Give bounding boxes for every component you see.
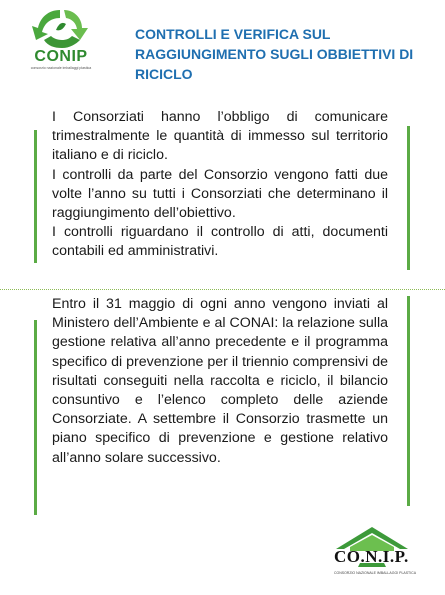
conip-logo-bottom xyxy=(320,525,424,587)
section-deadlines xyxy=(52,295,388,468)
right-accent-bar-top xyxy=(407,126,410,270)
logo-tagline: consorzio nazionale imballaggi plastica xyxy=(30,66,92,70)
logo-brand-text: CO.N.I.P. xyxy=(334,547,409,566)
conip-logo xyxy=(20,6,100,70)
page-title: CONTROLLI E VERIFICA SUL RAGGIUNGIMENTO SUGLI OBBIETTIVI DI RICICLO xyxy=(135,26,414,82)
logo-brand-text: CONIP xyxy=(34,48,88,65)
logo-tagline: CONSORZIO NAZIONALE IMBALLAGGI PLASTICA xyxy=(333,571,417,575)
paragraph: I controlli da parte del Consorzio vengono fatti due volte l’anno su tutti i Consorziati che determinano il raggiungimento dell’obiettivo. xyxy=(52,166,388,222)
section-controls xyxy=(52,108,388,262)
recycle-leaf-icon xyxy=(20,6,100,50)
left-accent-bar-top xyxy=(34,130,37,263)
right-accent-bar-bottom xyxy=(407,296,410,506)
paragraph: I controlli riguardano il controllo di atti, documenti contabili ed amministrativi. xyxy=(52,224,388,260)
paragraph: Entro il 31 maggio di ogni anno vengono inviati al Ministero dell’Ambiente e al CONAI: la relazione sulla gestione relativa all’anno precedente e il programma specifico di prevenzione per il triennio comprensivi de risultati conseguiti nella raccolta e riciclo, il bilancio consuntivo e l’elenco completo delle aziende Consorziate. A settembre il Consorzio trasmette un piano specifico di prevenzione e gestione relativo all’anno solare successivo. xyxy=(52,296,388,466)
paragraph: I Consorziati hanno l’obbligo di comunicare trimestralmente le quantità di immesso sul territorio italiano e di riciclo. xyxy=(52,109,388,164)
section-divider xyxy=(0,289,445,290)
left-accent-bar-bottom xyxy=(34,320,37,515)
